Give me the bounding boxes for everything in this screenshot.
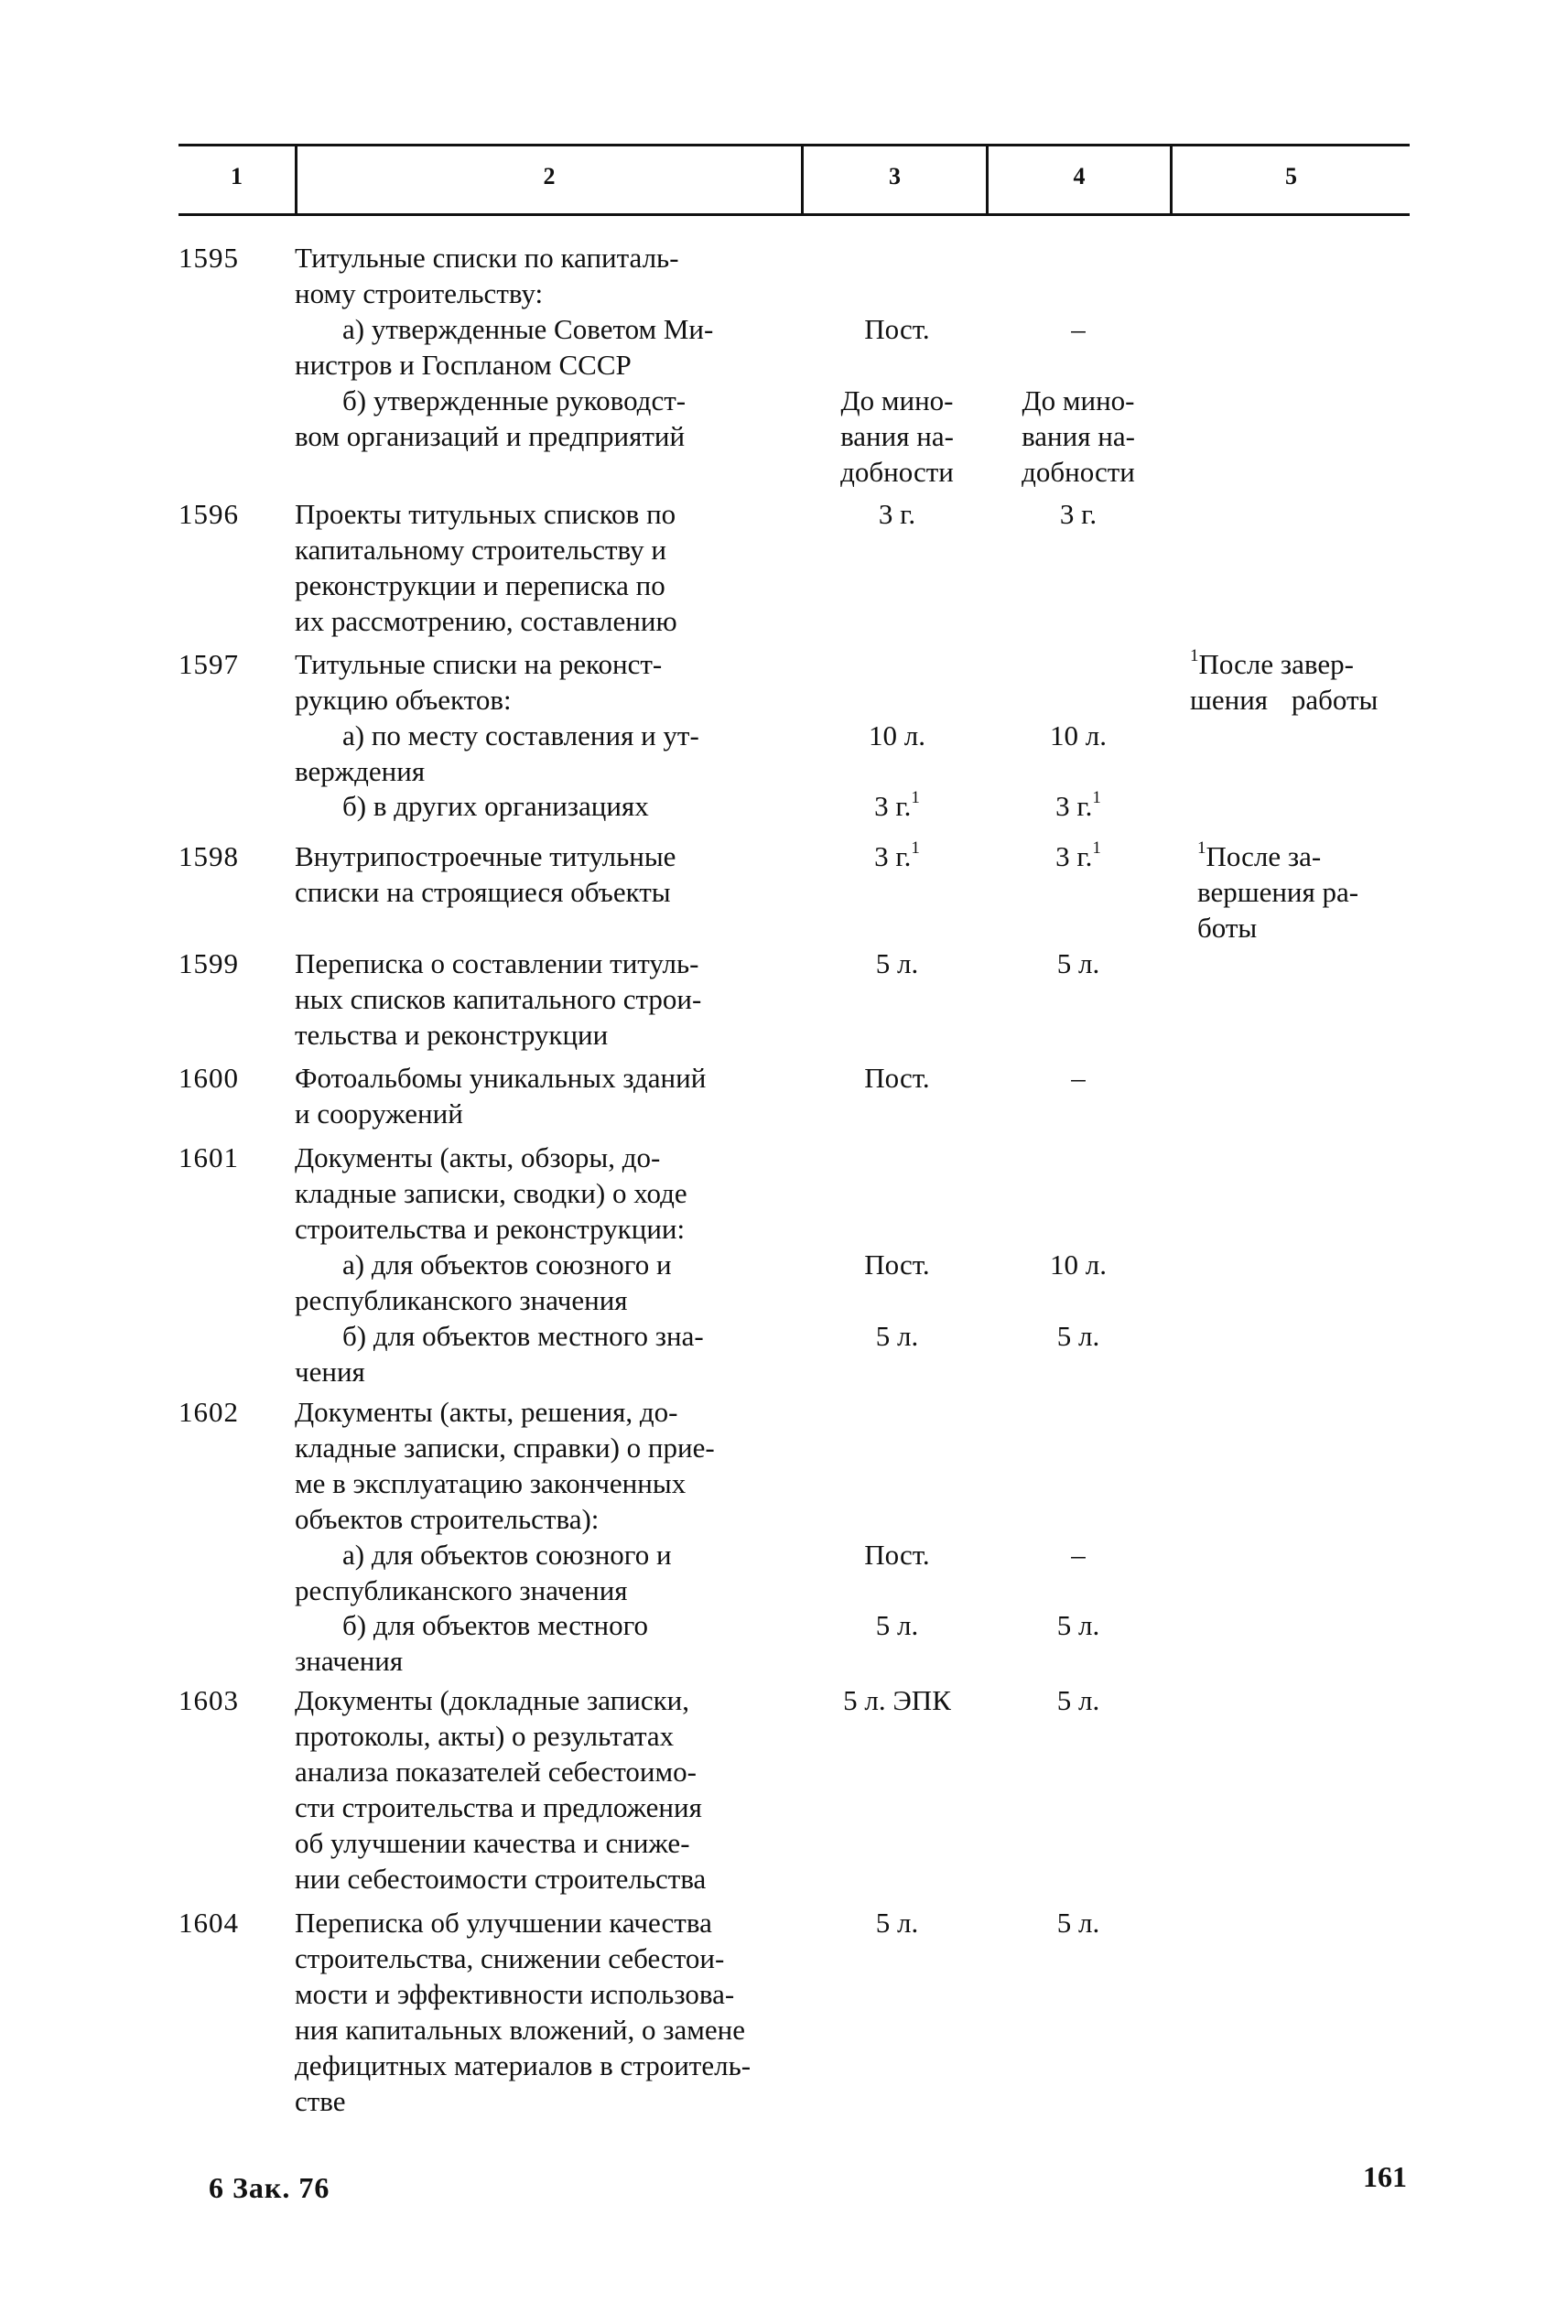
text-line: Документы (докладные записки, bbox=[295, 1684, 689, 1716]
text-line: тельства и реконструкции bbox=[295, 1019, 609, 1051]
text-line: верждения bbox=[295, 755, 426, 787]
page-number: 161 bbox=[1363, 2160, 1407, 2193]
retention-period-col4: 5 л. bbox=[1056, 1609, 1100, 1641]
entry-note bbox=[1197, 838, 1426, 946]
text-line: б) утвержденные руководст- bbox=[342, 384, 687, 416]
retention-period-col3: 5 л. bbox=[875, 1907, 919, 1939]
text-line: б) в других организациях bbox=[342, 790, 649, 822]
text-line: кладные записки, справки) о прие- bbox=[295, 1432, 715, 1464]
text-line: Документы (акты, обзоры, до- bbox=[295, 1141, 661, 1173]
header-col-2: 2 bbox=[543, 163, 556, 189]
text-line: дефицитных материалов в строитель- bbox=[295, 2049, 752, 2081]
text-line: и сооружений bbox=[295, 1097, 463, 1130]
text-line: а) по месту составления и ут- bbox=[342, 719, 699, 751]
entry-description bbox=[295, 1060, 826, 1131]
retention-period-col3: 5 л. bbox=[875, 1320, 919, 1352]
sub-item-description bbox=[295, 383, 826, 454]
text-line: объектов строительства): bbox=[295, 1503, 600, 1535]
period-value: 3 г. bbox=[1055, 840, 1093, 872]
retention-period-col3 bbox=[806, 788, 989, 824]
retention-period-col3: 3 г. bbox=[878, 498, 916, 530]
text-line: Фотоальбомы уникальных зданий bbox=[295, 1062, 707, 1094]
retention-period-col3: Пост. bbox=[864, 1248, 930, 1281]
text-line: добности bbox=[1022, 456, 1135, 488]
text-line: Переписка о составлении титуль- bbox=[295, 947, 699, 979]
footnote-mark: 1 bbox=[1197, 838, 1206, 858]
entry-number: 1596 bbox=[178, 498, 239, 530]
text-line: чения bbox=[295, 1356, 365, 1388]
text-line: Переписка об улучшении качества bbox=[295, 1907, 712, 1939]
text-line: анализа показателей себестоимо- bbox=[295, 1756, 697, 1788]
entry-description bbox=[295, 1905, 826, 2119]
text-line: кладные записки, сводки) о ходе bbox=[295, 1177, 687, 1209]
text-line: а) для объектов союзного и bbox=[342, 1248, 672, 1281]
text-line: Проекты титульных списков по bbox=[295, 498, 676, 530]
text-line: республиканского значения bbox=[295, 1284, 628, 1316]
retention-period-col3: 10 л. bbox=[869, 719, 925, 751]
text-line: а) утвержденные Советом Ми- bbox=[342, 313, 714, 345]
text-line: шения работы bbox=[1190, 684, 1379, 716]
text-line: стве bbox=[295, 2085, 346, 2117]
entry-description bbox=[295, 646, 826, 718]
period-value: 3 г. bbox=[874, 840, 912, 872]
entry-description bbox=[295, 240, 826, 311]
retention-period-col3: Пост. bbox=[864, 313, 930, 345]
text-line: республиканского значения bbox=[295, 1574, 628, 1606]
text-line: вания на- bbox=[1022, 420, 1135, 452]
retention-period-col3: Пост. bbox=[864, 1539, 930, 1571]
retention-period-col4 bbox=[987, 788, 1170, 824]
entry-number: 1595 bbox=[178, 242, 239, 274]
print-order-mark: 6 Зак. 76 bbox=[209, 2171, 330, 2204]
footnote-mark: 1 bbox=[1092, 787, 1101, 807]
retention-period-col3 bbox=[806, 838, 989, 874]
text-line: До мино- bbox=[1022, 384, 1135, 416]
retention-period-col4 bbox=[987, 838, 1170, 874]
footnote-mark: 1 bbox=[911, 787, 920, 807]
retention-period-col4: – bbox=[1071, 313, 1086, 345]
text-line: Титульные списки на реконст- bbox=[295, 648, 663, 680]
text-line: Титульные списки по капиталь- bbox=[295, 242, 679, 274]
retention-period-col3: 5 л. bbox=[875, 947, 919, 979]
entry-number: 1601 bbox=[178, 1141, 239, 1173]
text-line: вом организаций и предприятий bbox=[295, 420, 686, 452]
retention-period-col4 bbox=[987, 383, 1170, 490]
header-bottom-rule bbox=[178, 213, 1410, 216]
footnote-mark: 1 bbox=[1190, 645, 1199, 665]
retention-period-col4: 5 л. bbox=[1056, 947, 1100, 979]
retention-period-col4: – bbox=[1071, 1539, 1086, 1571]
header-col-3: 3 bbox=[889, 163, 901, 189]
text-line: вершения ра- bbox=[1197, 876, 1359, 908]
period-value: 3 г. bbox=[874, 790, 912, 822]
retention-period-col4: 5 л. bbox=[1056, 1907, 1100, 1939]
period-value: 3 г. bbox=[1055, 790, 1093, 822]
text-line: После завер- bbox=[1198, 648, 1354, 680]
retention-period-col3 bbox=[806, 383, 989, 490]
text-line: вания на- bbox=[840, 420, 954, 452]
entry-number: 1603 bbox=[178, 1684, 239, 1716]
entry-note bbox=[1190, 646, 1419, 718]
entry-description bbox=[295, 1682, 826, 1897]
retention-period-col4: 10 л. bbox=[1050, 1248, 1107, 1281]
footnote-mark: 1 bbox=[1092, 838, 1101, 858]
entry-description bbox=[295, 1394, 826, 1537]
text-line: нистров и Госпланом СССР bbox=[295, 349, 632, 381]
entry-number: 1604 bbox=[178, 1907, 239, 1939]
sub-item-description bbox=[295, 1247, 826, 1318]
sub-item-description bbox=[295, 1537, 826, 1608]
sub-item-description bbox=[295, 1607, 826, 1679]
text-line: б) для объектов местного зна- bbox=[342, 1320, 704, 1352]
text-line: рукцию объектов: bbox=[295, 684, 512, 716]
text-line: а) для объектов союзного и bbox=[342, 1539, 672, 1571]
entry-number: 1597 bbox=[178, 648, 239, 680]
entry-description bbox=[295, 1140, 826, 1247]
text-line: ных списков капитального строи- bbox=[295, 983, 702, 1015]
text-line: добности bbox=[840, 456, 954, 488]
text-line: ному строительству: bbox=[295, 277, 544, 309]
text-line: ме в эксплуатацию законченных bbox=[295, 1467, 687, 1499]
header-col-1: 1 bbox=[231, 163, 243, 189]
text-line: Документы (акты, решения, до- bbox=[295, 1396, 678, 1428]
text-line: капитальному строительству и bbox=[295, 534, 666, 566]
sub-item-description bbox=[295, 718, 826, 789]
entry-number: 1600 bbox=[178, 1062, 239, 1094]
text-line: протоколы, акты) о результатах bbox=[295, 1720, 675, 1752]
retention-period-col3: 5 л. ЭПК bbox=[843, 1684, 951, 1716]
header-col-5: 5 bbox=[1285, 163, 1297, 189]
retention-period-col4: 5 л. bbox=[1056, 1320, 1100, 1352]
entry-number: 1599 bbox=[178, 947, 239, 979]
text-line: боты bbox=[1197, 912, 1258, 944]
text-line: реконструкции и переписка по bbox=[295, 569, 665, 601]
retention-period-col3: Пост. bbox=[864, 1062, 930, 1094]
text-line: Внутрипостроечные титульные bbox=[295, 840, 676, 872]
entry-number: 1602 bbox=[178, 1396, 239, 1428]
text-line: нии себестоимости строительства bbox=[295, 1863, 707, 1895]
retention-period-col4: – bbox=[1071, 1062, 1086, 1094]
retention-period-col3: 5 л. bbox=[875, 1609, 919, 1641]
header-col-4: 4 bbox=[1073, 163, 1086, 189]
text-line: строительства и реконструкции: bbox=[295, 1213, 686, 1245]
text-line: мости и эффективности использова- bbox=[295, 1978, 735, 2010]
text-line: об улучшении качества и сниже- bbox=[295, 1827, 690, 1859]
text-line: б) для объектов местного bbox=[342, 1609, 649, 1641]
entry-number: 1598 bbox=[178, 840, 239, 872]
retention-period-col4: 3 г. bbox=[1059, 498, 1098, 530]
text-line: До мино- bbox=[840, 384, 954, 416]
sub-item-description bbox=[295, 311, 826, 383]
text-line: сти строительства и предложения bbox=[295, 1791, 702, 1823]
text-line: значения bbox=[295, 1645, 404, 1677]
entry-description bbox=[295, 838, 826, 910]
text-line: строительства, снижении себестои- bbox=[295, 1942, 725, 1974]
entry-description bbox=[295, 946, 826, 1053]
header-top-rule bbox=[178, 144, 1410, 146]
text-line: их рассмотрению, составлению bbox=[295, 605, 677, 637]
text-line: списки на строящиеся объекты bbox=[295, 876, 671, 908]
sub-item-description bbox=[295, 788, 826, 824]
entry-description bbox=[295, 496, 826, 639]
text-line: После за- bbox=[1206, 840, 1322, 872]
retention-period-col4: 5 л. bbox=[1056, 1684, 1100, 1716]
sub-item-description bbox=[295, 1318, 826, 1389]
retention-period-col4: 10 л. bbox=[1050, 719, 1107, 751]
footnote-mark: 1 bbox=[911, 838, 920, 858]
text-line: ния капитальных вложений, о замене bbox=[295, 2014, 745, 2046]
